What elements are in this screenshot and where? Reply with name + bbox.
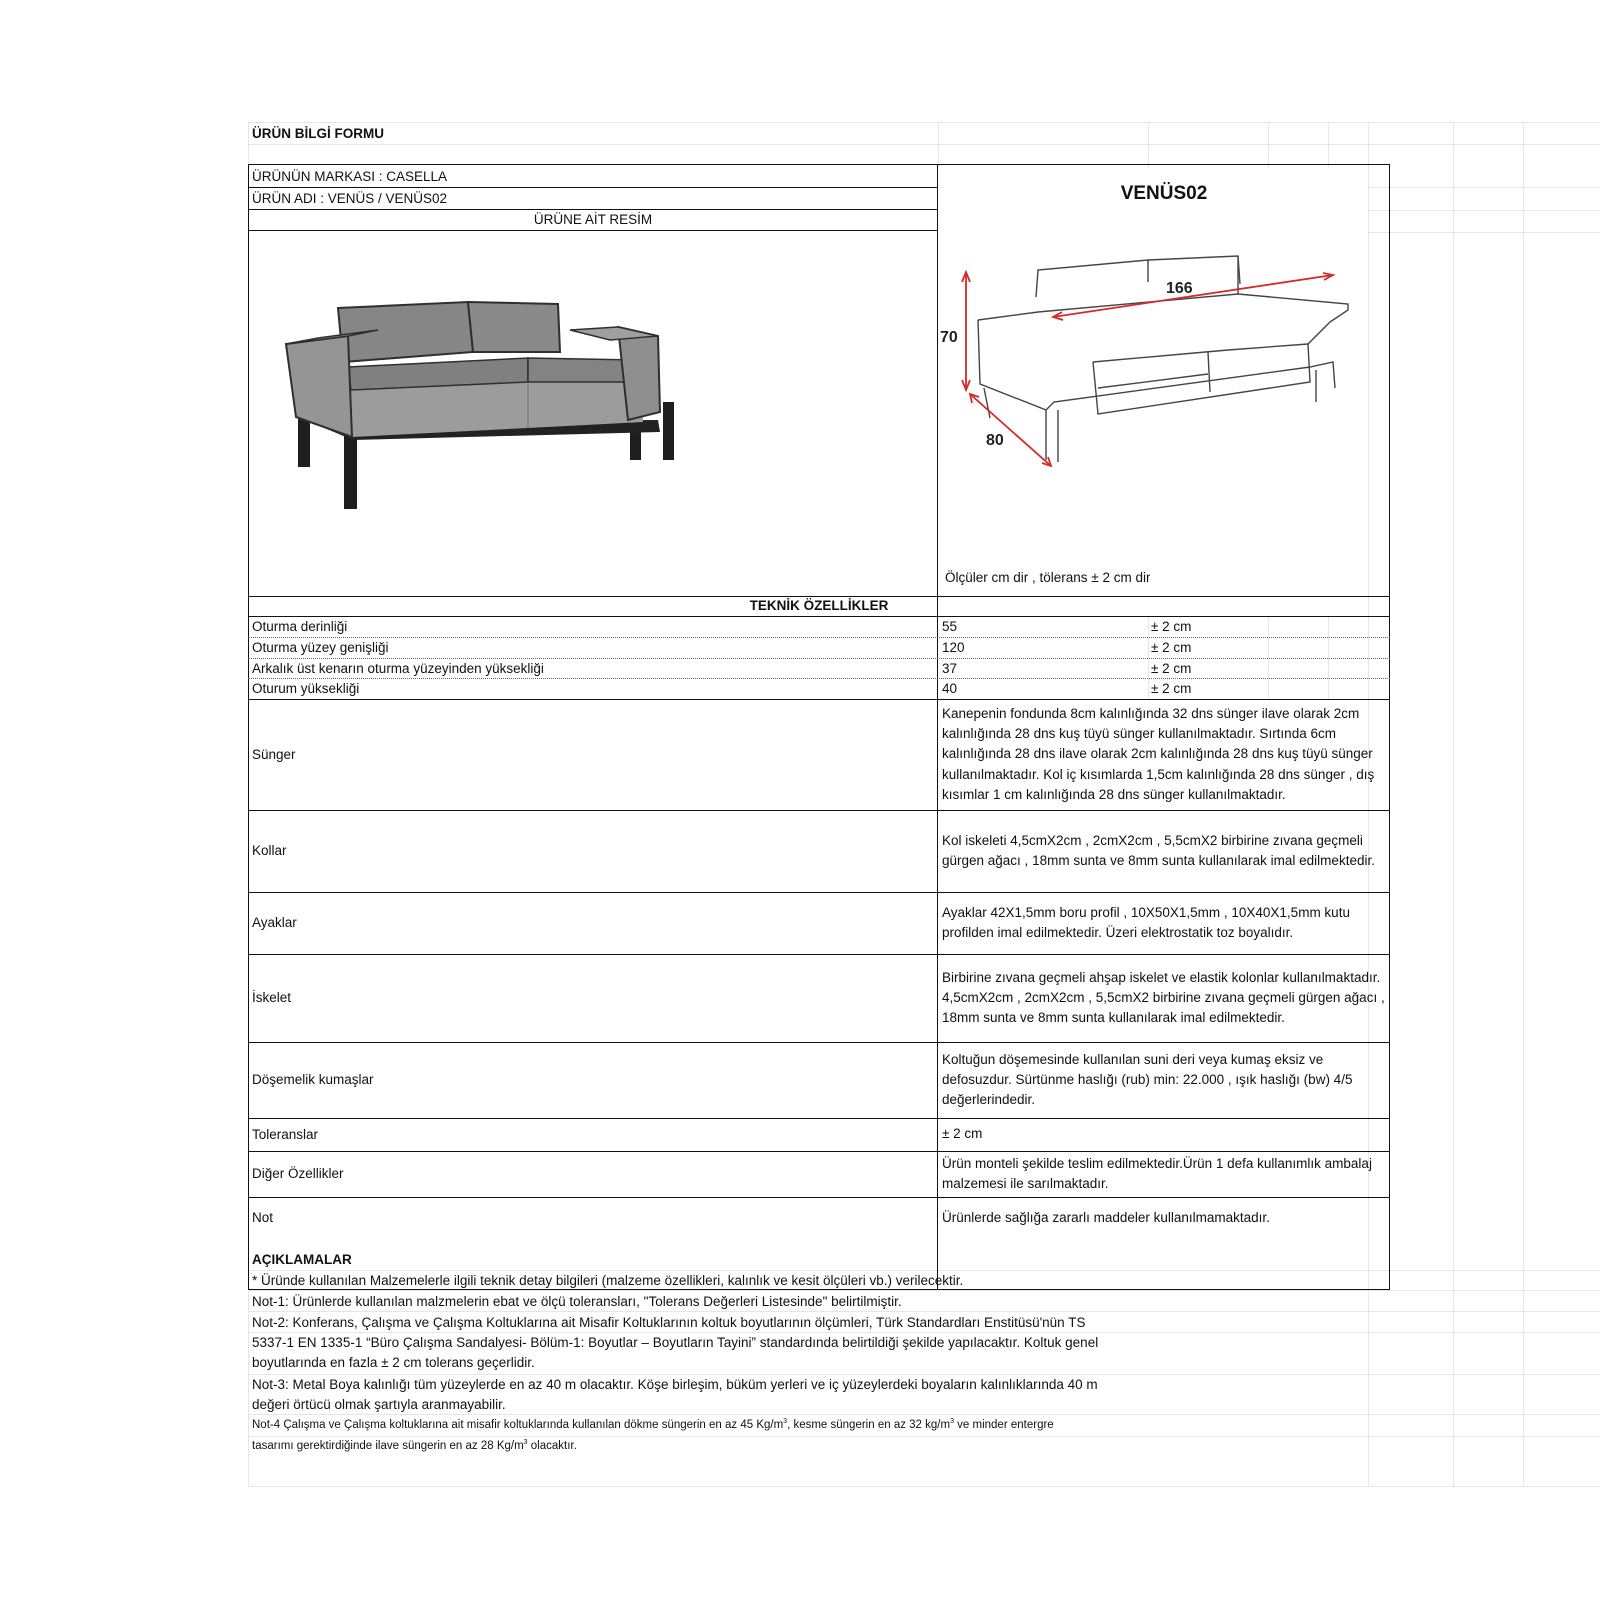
spec-label: Kollar	[252, 843, 287, 858]
spec-label: Not	[252, 1210, 274, 1225]
note-2-line-3: boyutlarında en fazla ± 2 cm tolerans geçerlidir.	[252, 1355, 535, 1370]
measure-tolerance: ± 2 cm	[1151, 640, 1192, 655]
image-caption: ÜRÜNE AİT RESİM	[533, 212, 653, 227]
note-4-line-2: tasarımı gerektirdiğinde ilave süngerin en az 28 $Kg/m^3$ olacaktır.	[252, 1439, 577, 1452]
measure-tolerance: ± 2 cm	[1151, 619, 1192, 634]
measure-value: 37	[942, 661, 958, 676]
spec-text: Ayaklar 42X1,5mm boru profil , 10X50X1,5mm , 10X40X1,5mm kutu profilden imal edilmektedir. Üzeri elektrostatik toz boyalıdır.	[942, 904, 1350, 940]
spec-text: ± 2 cm	[942, 1126, 983, 1142]
measure-label: Oturum yüksekliği	[252, 681, 360, 696]
form-title: ÜRÜN BİLGİ FORMU	[252, 126, 384, 141]
sofa-photo	[248, 232, 936, 632]
measure-tolerance: ± 2 cm	[1151, 661, 1192, 676]
dimension-width: 166	[1166, 280, 1193, 297]
measure-value: 120	[942, 640, 965, 655]
spec-label: Diğer Özellikler	[252, 1166, 344, 1181]
diagram-title: VENÜS02	[1120, 183, 1208, 204]
dimension-arrows	[962, 272, 1333, 466]
note-3-line-1: Not-3: Metal Boya kalınlığı tüm yüzeylerde en az 40 m olacaktır. Köşe birleşim, büküm yerleri ve iç yüzeylerdeki boyaların kalınlıklarında 40 m	[252, 1377, 1098, 1392]
spec-text: Ürün monteli şekilde teslim edilmektedir.Ürün 1 defa kullanımlık ambalaj malzemesi ile sarılmaktadır.	[942, 1155, 1372, 1191]
note-4-line-1: Not-4 Çalışma ve Çalışma koltuklarına ait misafir koltuklarında kullanılan dökme süngerin en az 45 $Kg/m^3$, kesme süngerin en az 32 $kg/m^3$ ve minder entergre	[252, 1418, 1054, 1431]
spec-label: Döşemelik kumaşlar	[252, 1072, 374, 1087]
spec-text: Kanepenin fondunda 8cm kalınlığında 32 dns sünger ilave olarak 2cm kalınlığında 28 dns kuş tüyü sünger kullanılmaktadır. Sırtında 6cm kalınlığında 28 dns ilave olarak 2cm kalınlığında 28 dns kuş tüyü sünger kullanılmaktadır. Kol iç kısımlarda 1,5cm kalınlığında 28 dns sünger , dış kısımlar 1 cm kalınlığında 28 dns sünger kullanılmaktadır.	[942, 705, 1375, 802]
note-2-line-1: Not-2: Konferans, Çalışma ve Çalışma Koltuklarına ait Misafir Koltuklarının koltuk boyutlarının ölçümleri, Türk Standardları Enstitüsü'nün TS	[252, 1315, 1086, 1330]
measure-label: Arkalık üst kenarın oturma yüzeyinden yüksekliği	[252, 661, 544, 676]
spec-text: Birbirine zıvana geçmeli ahşap iskelet ve elastik kolonlar kullanılmaktadır. 4,5cmX2cm , 2cmX2cm , 5,5cmX2 birbirine zıvana geçmeli gürgen ağacı , 18mm sunta ve 8mm sunta kullanılarak imal edilmektedir.	[942, 969, 1385, 1026]
dimension-height: 70	[940, 329, 958, 346]
measure-label: Oturma derinliği	[252, 619, 348, 634]
measure-value: 40	[942, 681, 958, 696]
dimension-depth: 80	[986, 432, 1004, 449]
spec-label: İskelet	[252, 990, 292, 1005]
spec-text: Kol iskeleti 4,5cmX2cm , 2cmX2cm , 5,5cmX2 birbirine zıvana geçmeli gürgen ağacı , 18mm sunta ve 8mm sunta kullanılarak imal edilmektedir.	[942, 832, 1375, 868]
note-star: * Üründe kullanılan Malzemelerle ilgili teknik detay bilgileri (malzeme özellikleri, kalınlık ve kesit ölçüleri vb.) verilecektir.	[252, 1273, 964, 1288]
measure-value: 55	[942, 619, 958, 634]
spec-label: Toleranslar	[252, 1126, 319, 1142]
spec-label: Ayaklar	[252, 915, 297, 930]
measure-label: Oturma yüzey genişliği	[252, 640, 389, 655]
product-name-line: ÜRÜN ADI : VENÜS / VENÜS02	[252, 191, 448, 206]
note-2-line-2: 5337-1 EN 1335-1 “Büro Çalışma Sandalyesi- Bölüm-1: Boyutlar – Boyutların Tayini” standardında belirtildiği şekilde yapılacaktır. Koltuk genel	[252, 1335, 1099, 1350]
product-info-sheet	[248, 122, 1385, 1487]
brand-line: ÜRÜNÜN MARKASI : CASELLA	[252, 169, 448, 184]
tech-title: TEKNİK ÖZELLİKLER	[749, 598, 889, 613]
spec-label: Sünger	[252, 746, 296, 762]
note-1: Not-1: Ürünlerde kullanılan malzmelerin ebat ve ölçü toleransları, "Tolerans Değerleri Listesinde" belirtilmiştir.	[252, 1294, 902, 1309]
spec-text: Ürünlerde sağlığa zararlı maddeler kullanılmamaktadır.	[942, 1209, 1270, 1225]
spec-text: Koltuğun döşemesinde kullanılan suni deri veya kumaş eksiz ve defosuzdur. Sürtünme haslığı (rub) min: 22.000 , ışık haslığı (bw) 4/5 değerlerindedir.	[942, 1051, 1353, 1108]
diagram-note: Ölçüler cm dir , tölerans ± 2 cm dir	[945, 570, 1151, 585]
note-3-line-2: değeri örtücü olmak şartıyla aranmayabilir.	[252, 1397, 506, 1412]
measure-tolerance: ± 2 cm	[1151, 681, 1192, 696]
notes-title: AÇIKLAMALAR	[252, 1252, 352, 1267]
